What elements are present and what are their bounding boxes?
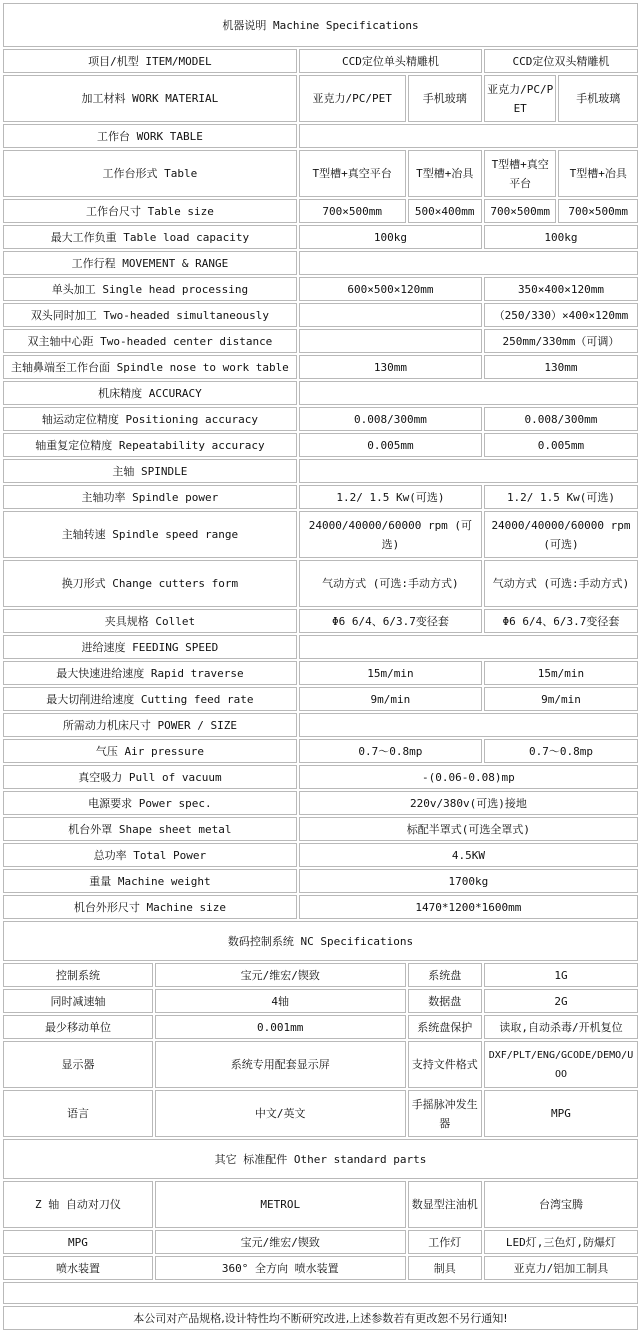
handwheel-label: 手摇脉冲发生器: [408, 1090, 482, 1137]
display-label: 显示器: [3, 1041, 153, 1088]
machine-size-value: 1470*1200*1600mm: [299, 895, 638, 919]
section-spacer: [299, 459, 638, 483]
repeatability-value-a: 0.005mm: [299, 433, 482, 457]
disk-protect-label: 系统盘保护: [408, 1015, 482, 1039]
center-distance-label: 双主轴中心距 Two-headed center distance: [3, 329, 297, 353]
file-formats-label: 支持文件格式: [408, 1041, 482, 1088]
power-spec-label: 电源要求 Power spec.: [3, 791, 297, 815]
work-table-section: 工作台 WORK TABLE: [3, 124, 297, 148]
table-form-label: 工作台形式 Table: [3, 150, 297, 197]
footer-note: 本公司对产品规格,设计特性均不断研究改进,上述参数若有更改恕不另行通知!: [3, 1306, 638, 1330]
repeatability-label: 轴重复定位精度 Repeatability accuracy: [3, 433, 297, 457]
air-pressure-label: 气压 Air pressure: [3, 739, 297, 763]
accuracy-section: 机床精度 ACCURACY: [3, 381, 297, 405]
center-distance-value: 250mm/330mm（可调）: [484, 329, 638, 353]
empty-cell: [299, 303, 482, 327]
total-power-value: 4.5KW: [299, 843, 638, 867]
air-pressure-value-b: 0.7～0.8mp: [484, 739, 638, 763]
section-spacer: [299, 124, 638, 148]
section-spacer: [299, 381, 638, 405]
vacuum-label: 真空吸力 Pull of vacuum: [3, 765, 297, 789]
spacer-row: [3, 1282, 638, 1304]
min-unit-label: 最少移动单位: [3, 1015, 153, 1039]
single-head-value-b: 350×400×120mm: [484, 277, 638, 301]
data-disk-value: 2G: [484, 989, 638, 1013]
sync-axis-label: 同时减速轴: [3, 989, 153, 1013]
item-model-label: 项目/机型 ITEM/MODEL: [3, 49, 297, 73]
table-size-label: 工作台尺寸 Table size: [3, 199, 297, 223]
spray-label: 喷水装置: [3, 1256, 153, 1280]
sheet-metal-value: 标配半罩式(可选全罩式): [299, 817, 638, 841]
table-load-single: 100kg: [299, 225, 482, 249]
rapid-traverse-label: 最大快速进给速度 Rapid traverse: [3, 661, 297, 685]
positioning-label: 轴运动定位精度 Positioning accuracy: [3, 407, 297, 431]
positioning-value-a: 0.008/300mm: [299, 407, 482, 431]
material-single-b: 手机玻璃: [408, 75, 482, 122]
control-system-value: 宝元/维宏/锲致: [155, 963, 406, 987]
material-label: 加工材料 WORK MATERIAL: [3, 75, 297, 122]
table-form-single-a: T型槽+真空平台: [299, 150, 406, 197]
spindle-power-value-b: 1.2/ 1.5 Kw(可选): [484, 485, 638, 509]
machine-weight-label: 重量 Machine weight: [3, 869, 297, 893]
air-pressure-value-a: 0.7～0.8mp: [299, 739, 482, 763]
movement-section: 工作行程 MOVEMENT & RANGE: [3, 251, 297, 275]
other-parts-title: 其它 标准配件 Other standard parts: [3, 1139, 638, 1179]
spindle-speed-value-b: 24000/40000/60000 rpm (可选): [484, 511, 638, 558]
spindle-speed-label: 主轴转速 Spindle speed range: [3, 511, 297, 558]
spray-value: 360° 全方向 喷水装置: [155, 1256, 406, 1280]
change-cutters-value-b: 气动方式 (可选:手动方式): [484, 560, 638, 607]
table-form-single-b: T型槽+冶具: [408, 150, 482, 197]
section-spacer: [299, 635, 638, 659]
machine-size-label: 机台外形尺寸 Machine size: [3, 895, 297, 919]
oiler-label: 数显型注油机: [408, 1181, 482, 1228]
spindle-section: 主轴 SPINDLE: [3, 459, 297, 483]
table-size-double-b: 700×500mm: [558, 199, 638, 223]
language-label: 语言: [3, 1090, 153, 1137]
cutting-feed-value-b: 9m/min: [484, 687, 638, 711]
material-double-b: 手机玻璃: [558, 75, 638, 122]
vacuum-value: -(0.06-0.08)mp: [299, 765, 638, 789]
system-disk-label: 系统盘: [408, 963, 482, 987]
two-headed-value: （250/330）×400×120mm: [484, 303, 638, 327]
table-load-double: 100kg: [484, 225, 638, 249]
tool-setter-label: Z 轴 自动对刀仪: [3, 1181, 153, 1228]
spindle-power-label: 主轴功率 Spindle power: [3, 485, 297, 509]
collet-value-b: Φ6 6/4、6/3.7变径套: [484, 609, 638, 633]
mpg-label: MPG: [3, 1230, 153, 1254]
spindle-nose-label: 主轴鼻端至工作台面 Spindle nose to work table: [3, 355, 297, 379]
rapid-traverse-value-b: 15m/min: [484, 661, 638, 685]
model-double-head: CCD定位双头精雕机: [484, 49, 638, 73]
table-form-double-b: T型槽+冶具: [558, 150, 638, 197]
spindle-speed-value-a: 24000/40000/60000 rpm (可选): [299, 511, 482, 558]
spindle-power-value-a: 1.2/ 1.5 Kw(可选): [299, 485, 482, 509]
cutting-feed-label: 最大切削进给速度 Cutting feed rate: [3, 687, 297, 711]
tool-setter-value: METROL: [155, 1181, 406, 1228]
table-size-single-b: 500×400mm: [408, 199, 482, 223]
rapid-traverse-value-a: 15m/min: [299, 661, 482, 685]
table-form-double-a: T型槽+真空平台: [484, 150, 556, 197]
repeatability-value-b: 0.005mm: [484, 433, 638, 457]
table-size-double-a: 700×500mm: [484, 199, 556, 223]
section-spacer: [299, 251, 638, 275]
language-value: 中文/英文: [155, 1090, 406, 1137]
control-system-label: 控制系统: [3, 963, 153, 987]
empty-cell: [299, 329, 482, 353]
table-size-single-a: 700×500mm: [299, 199, 406, 223]
cutting-feed-value-a: 9m/min: [299, 687, 482, 711]
power-size-section: 所需动力机床尺寸 POWER / SIZE: [3, 713, 297, 737]
positioning-value-b: 0.008/300mm: [484, 407, 638, 431]
spindle-nose-value-b: 130mm: [484, 355, 638, 379]
section-spacer: [299, 713, 638, 737]
handwheel-value: MPG: [484, 1090, 638, 1137]
work-lamp-value: LED灯,三色灯,防爆灯: [484, 1230, 638, 1254]
material-single-a: 亚克力/PC/PET: [299, 75, 406, 122]
change-cutters-label: 换刀形式 Change cutters form: [3, 560, 297, 607]
fixture-value: 亚克力/铝加工制具: [484, 1256, 638, 1280]
display-value: 系统专用配套显示屏: [155, 1041, 406, 1088]
table-load-label: 最大工作负重 Table load capacity: [3, 225, 297, 249]
machine-specifications-table: [1, 1, 640, 1332]
nc-specifications-title: 数码控制系统 NC Specifications: [3, 921, 638, 961]
fixture-label: 制具: [408, 1256, 482, 1280]
sync-axis-value: 4轴: [155, 989, 406, 1013]
power-spec-value: 220v/380v(可选)接地: [299, 791, 638, 815]
machine-weight-value: 1700kg: [299, 869, 638, 893]
spindle-nose-value-a: 130mm: [299, 355, 482, 379]
two-headed-label: 双头同时加工 Two-headed simultaneously: [3, 303, 297, 327]
main-title: 机器说明 Machine Specifications: [3, 3, 638, 47]
mpg-value: 宝元/维宏/锲致: [155, 1230, 406, 1254]
feeding-section: 进给速度 FEEDING SPEED: [3, 635, 297, 659]
system-disk-value: 1G: [484, 963, 638, 987]
collet-value-a: Φ6 6/4、6/3.7变径套: [299, 609, 482, 633]
disk-protect-value: 读取,自动杀毒/开机复位: [484, 1015, 638, 1039]
work-lamp-label: 工作灯: [408, 1230, 482, 1254]
min-unit-value: 0.001mm: [155, 1015, 406, 1039]
collet-label: 夹具规格 Collet: [3, 609, 297, 633]
total-power-label: 总功率 Total Power: [3, 843, 297, 867]
sheet-metal-label: 机台外罩 Shape sheet metal: [3, 817, 297, 841]
model-single-head: CCD定位单头精雕机: [299, 49, 482, 73]
change-cutters-value-a: 气动方式 (可选:手动方式): [299, 560, 482, 607]
material-double-a: 亚克力/PC/PET: [484, 75, 556, 122]
oiler-value: 台湾宝腾: [484, 1181, 638, 1228]
single-head-label: 单头加工 Single head processing: [3, 277, 297, 301]
single-head-value-a: 600×500×120mm: [299, 277, 482, 301]
file-formats-value: DXF/PLT/ENG/GCODE/DEMO/UOO: [484, 1041, 638, 1088]
data-disk-label: 数据盘: [408, 989, 482, 1013]
